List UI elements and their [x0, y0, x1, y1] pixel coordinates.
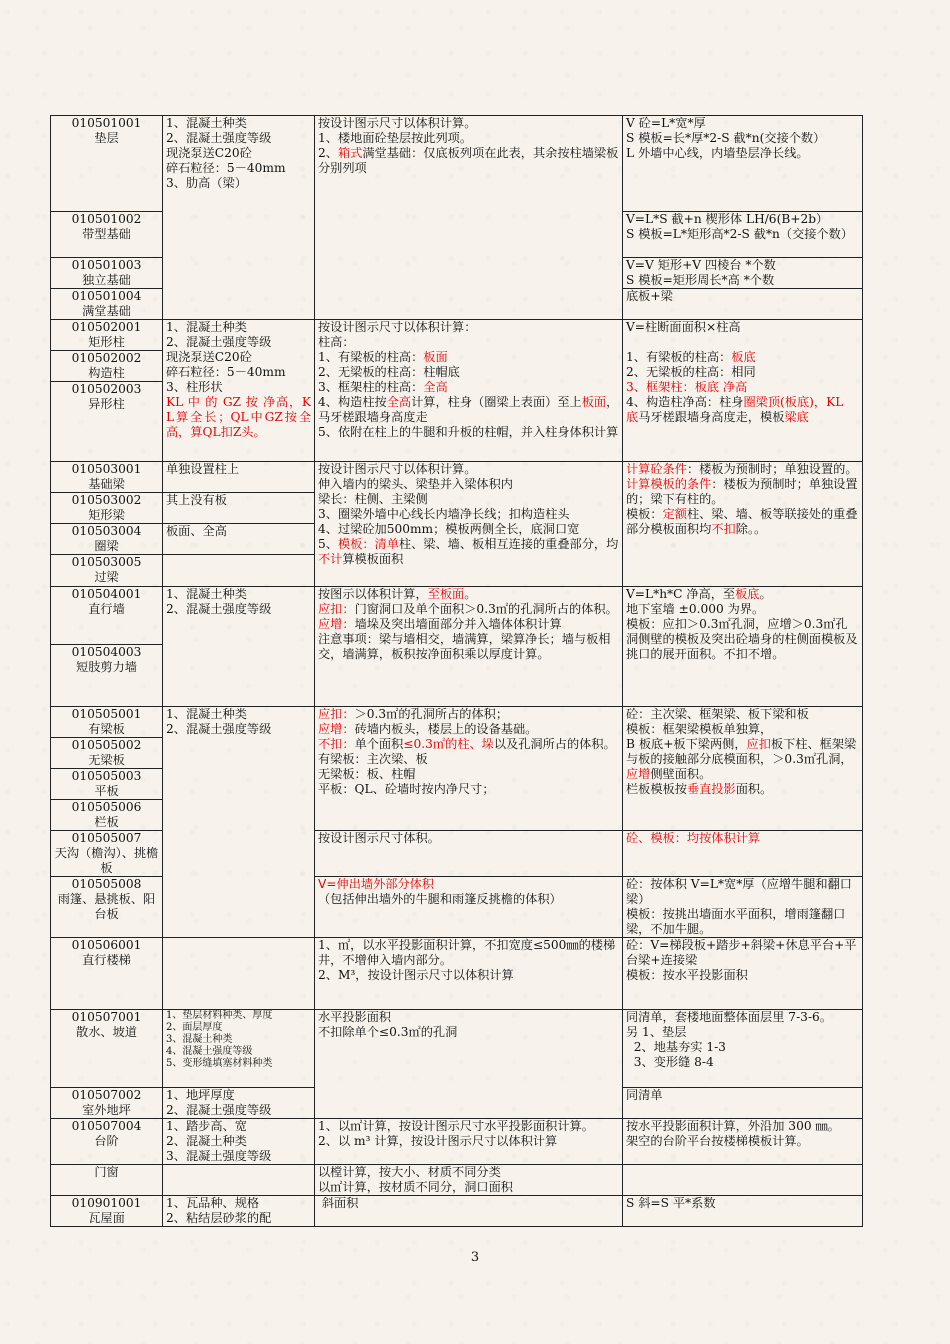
feature-cell — [163, 1088, 315, 1119]
highlighted-text: 全高 — [423, 380, 448, 394]
item-code-cell — [51, 462, 163, 493]
text-segment: 以及孔洞所占的体积。 — [493, 737, 616, 751]
rule-cell — [315, 1010, 623, 1119]
formula-line — [626, 507, 859, 537]
rule-line — [318, 380, 619, 395]
rule-line: 5、依附在柱上的牛腿和升板的柱帽，并入柱身体积计算 — [318, 425, 619, 439]
formula-cell — [623, 320, 863, 462]
feature-line: 3、肋高（梁） — [166, 176, 247, 190]
item-name: 直行墙 — [88, 602, 125, 616]
item-code: 010503002 — [71, 493, 142, 507]
rule-line — [318, 395, 619, 425]
feature-note: KL 中 的 GZ 按 净高，KL算全长；QL中GZ按全高，算QL扣Z头。 — [166, 395, 311, 439]
text-segment: 算模板面积 — [342, 552, 404, 566]
item-name: 垫层 — [94, 131, 119, 145]
feature-line: 1、混凝土种类 — [166, 116, 247, 130]
formula-cell — [623, 1088, 863, 1119]
item-code: 010504003 — [71, 645, 142, 659]
text-segment: 1、有梁板的柱高： — [626, 350, 732, 364]
formula-cell — [623, 289, 863, 320]
text-segment: 马牙槎跟墙身高度走，模板 — [638, 410, 785, 424]
item-name: 构造柱 — [88, 366, 125, 380]
bill-of-quantities-table — [50, 115, 863, 1227]
rule-line: 注意事项：梁与墙相交，墙满算，梁算净长；墙与板相交，墙满算，板积按净面积乘以厚度计算。 — [318, 632, 611, 661]
formula-cell — [623, 1165, 863, 1196]
feature-cell — [163, 524, 315, 555]
item-code-cell — [51, 831, 163, 877]
feature-line: 1、混凝土种类 — [166, 707, 247, 721]
formula-line: V=L*S 截+n 楔形体 LH/6(B+2b） — [626, 212, 829, 226]
rule-cell — [315, 116, 623, 320]
highlighted-text: 箱式 — [337, 146, 363, 160]
table-row — [51, 938, 863, 1010]
text-segment: 。 — [759, 587, 772, 601]
text-segment: B 板底+板下梁两侧， — [626, 737, 747, 751]
rule-line — [318, 146, 619, 176]
table-row — [51, 320, 863, 351]
text-segment: 柱、梁、墙、板等联接处的重叠部分模板面积均 — [626, 507, 858, 536]
item-code-cell — [51, 800, 163, 831]
feature-line: 1、地坪厚度 — [166, 1088, 235, 1102]
item-name: 瓦屋面 — [88, 1211, 125, 1225]
item-code-cell — [51, 738, 163, 769]
item-code: 010901001 — [71, 1196, 142, 1210]
rule-cell — [315, 1196, 623, 1227]
formula-line: 砼：V=梯段板+踏步+斜梁+休息平台+平台梁+连接梁 — [626, 938, 857, 967]
item-code: 010505007 — [71, 831, 142, 845]
feature-line: 其上没有板 — [166, 493, 227, 507]
feature-line: 2、混凝土种类 — [166, 1134, 247, 1148]
rule-line: 按设计图示尺寸以体积计算： — [318, 320, 477, 334]
rule-cell — [315, 1119, 623, 1165]
rule-line: 以㎡计算，按材质不同分，洞口面积 — [318, 1180, 513, 1194]
highlighted-text: 不计 — [318, 552, 343, 566]
formula-line: S 模板=长*厚*2-S 截*n(交接个数） — [626, 131, 826, 145]
feature-cell — [163, 707, 315, 938]
formula-line: 地下室墙 ±0.000 为界。 — [626, 602, 765, 616]
formula-line: 同清单 — [626, 1088, 663, 1102]
text-segment: ：楼板为预制时；单独设置的；梁下有柱的。 — [626, 477, 858, 506]
formula-line: 架空的台阶平台按楼梯模板计算。 — [626, 1134, 809, 1148]
rule-cell — [315, 938, 623, 1010]
rule-line: 水平投影面积 — [318, 1010, 392, 1024]
feature-cell — [163, 1119, 315, 1165]
highlighted-text: 应增： — [318, 722, 355, 736]
rule-line: 3、圈梁外墙中心线长内墙净长线；扣构造柱头 — [318, 507, 570, 521]
text-segment: V=L*h*C 净高，至 — [626, 587, 736, 601]
rule-cell — [315, 877, 623, 938]
table-row — [51, 1010, 863, 1088]
feature-line: 3、柱形状 — [166, 380, 223, 394]
highlighted-text: 板底 — [731, 350, 756, 364]
item-code: 010501004 — [71, 289, 142, 303]
item-code-cell — [51, 493, 163, 524]
item-code: 010502003 — [71, 382, 142, 396]
feature-line: 1、混凝土种类 — [166, 587, 247, 601]
item-code-cell — [51, 289, 163, 320]
item-name: 独立基础 — [82, 273, 131, 287]
highlighted-text: 板底 — [735, 587, 760, 601]
rule-line — [318, 602, 619, 617]
formula-cell — [623, 116, 863, 212]
feature-line: 2、混凝土强度等级 — [166, 722, 272, 736]
item-code-cell — [51, 1165, 163, 1196]
rule-line — [318, 707, 619, 722]
highlighted-text: 应增： — [318, 617, 355, 631]
table-row — [51, 1119, 863, 1165]
rule-line: 4、过梁砼加500mm；模板两侧全长，底洞口宽 — [318, 522, 580, 536]
text-segment: 模板： — [626, 507, 663, 521]
item-code-cell — [51, 1010, 163, 1088]
table-row — [51, 587, 863, 645]
item-code-cell — [51, 351, 163, 382]
item-name: 短肢剪力墙 — [76, 660, 137, 674]
item-code-cell — [51, 769, 163, 800]
rule-line: 2、以 m³ 计算，按设计图示尺寸以体积计算 — [318, 1134, 558, 1148]
highlighted-text: 至板面 — [427, 587, 465, 601]
formula-line: S 模板=矩形周长*高 *个数 — [626, 273, 775, 287]
rule-line: 有梁板：主次梁、板 — [318, 752, 428, 766]
feature-line: 碎石粒径：5－40mm — [166, 365, 286, 379]
text-segment: ，马牙槎跟墙身高度走 — [318, 395, 619, 424]
feature-line: 现浇泵送C20砼 — [166, 146, 252, 160]
text-segment: 墙垛及突出墙面部分并入墙体体积计算 — [354, 617, 562, 631]
rule-cell — [315, 831, 623, 877]
formula-line — [626, 395, 859, 425]
formula-line: 模板：应扣＞0.3㎡孔洞，应增＞0.3㎡孔洞侧壁的模板及突出砼墙身的柱侧面模板及挑口的展开面积。不扣不增。 — [626, 617, 858, 661]
highlighted-text: 应扣： — [318, 707, 355, 721]
formula-cell — [623, 587, 863, 707]
rule-cell — [315, 587, 623, 707]
highlighted-text: 定额 — [662, 507, 687, 521]
formula-line: 砼：按体积 V=L*宽*厚（应增牛腿和翻口梁） — [626, 877, 852, 906]
rule-line: 无梁板：板、柱帽 — [318, 767, 416, 781]
text-segment: 4、构造柱按 — [318, 395, 387, 409]
item-code-cell — [51, 707, 163, 738]
rule-cell — [315, 320, 623, 462]
formula-line — [626, 335, 859, 350]
table-row — [51, 707, 863, 738]
formula-line: 同清单，套楼地面整体面层里 7-3-6。 — [626, 1010, 832, 1024]
feature-cell — [163, 587, 315, 707]
item-code: 010507001 — [71, 1010, 142, 1024]
feature-cell — [163, 1010, 315, 1088]
highlighted-text: 计算模板的条件 — [626, 477, 712, 491]
formula-line: S 模板=L*矩形高*2-S 截*n（交接个数） — [626, 227, 854, 241]
text-segment: 板下柱、框架梁与板的接触部分底模面积，＞0.3㎡孔洞， — [626, 737, 857, 766]
rule-line: 按设计图示尺寸以体积计算。 — [318, 116, 477, 130]
table-row — [51, 1196, 863, 1227]
item-name: 异形柱 — [88, 397, 125, 411]
feature-line: 碎石粒径：5－40mm — [166, 161, 286, 175]
item-code: 010505002 — [71, 738, 142, 752]
text-segment: 4、构造柱净高：柱身 — [626, 395, 744, 409]
formula-cell — [623, 1196, 863, 1227]
item-name: 矩形柱 — [88, 335, 125, 349]
item-code: 010505006 — [71, 800, 142, 814]
highlighted-text: 全高 — [386, 395, 412, 409]
feature-line: 2、混凝土强度等级 — [166, 335, 272, 349]
text-segment: 。 — [464, 587, 477, 601]
formula-line — [626, 587, 859, 602]
table-row — [51, 1165, 863, 1196]
feature-cell — [163, 1196, 315, 1227]
feature-line: 5、变形缝填塞材料种类 — [166, 1058, 273, 1069]
item-name: 天沟（檐沟）、挑檐板 — [54, 846, 159, 875]
page-number: 3 — [470, 1250, 480, 1265]
rule-line: 平板：QL、砼墙时按内净尺寸； — [318, 782, 495, 796]
formula-line — [626, 737, 859, 782]
rule-line — [318, 737, 619, 752]
text-segment: ：楼板为预制时；单独设置的。 — [686, 462, 858, 476]
text-segment: 除。。 — [735, 522, 767, 536]
highlighted-text: 应扣 — [746, 737, 771, 751]
item-code-cell — [51, 116, 163, 212]
feature-line: 1、瓦品种、规格 — [166, 1196, 260, 1210]
formula-cell — [623, 707, 863, 831]
feature-line: 1、垫层材料种类、厚度 — [166, 1010, 273, 1021]
highlighted-text: 应增 — [626, 767, 651, 781]
rule-line: 伸入墙内的梁头、梁垫并入梁体积内 — [318, 477, 513, 491]
item-code: 010503001 — [71, 462, 142, 476]
formula-line: 按水平投影面积计算，外沿加 300 ㎜。 — [626, 1119, 840, 1133]
highlighted-text: 应扣： — [318, 602, 355, 616]
item-code: 010507004 — [71, 1119, 142, 1133]
text-segment: 砖墙内板头，楼层上的设备基础。 — [354, 722, 538, 736]
feature-cell — [163, 1165, 315, 1196]
highlighted-text: 梁底 — [784, 410, 809, 424]
rule-line: 斜面积 — [318, 1196, 359, 1210]
feature-line: 2、混凝土强度等级 — [166, 602, 272, 616]
feature-line: 2、面层厚度 — [166, 1022, 223, 1033]
highlighted-text: 模板：清单 — [337, 537, 399, 551]
highlighted-text: 圈梁顶(板底)，KL 底 — [626, 395, 844, 424]
formula-line: 另 1、垫层 — [626, 1025, 687, 1039]
item-code-cell — [51, 382, 163, 462]
item-name: 有梁板 — [88, 722, 125, 736]
text-segment: 柱、梁、墙、板相互连接的重叠部分，均 — [398, 537, 619, 551]
rule-line — [318, 537, 619, 567]
highlighted-text: 计算砼条件 — [626, 462, 687, 476]
formula-line: 砼：主次梁、框架梁、板下梁和板 — [626, 707, 809, 721]
item-code-cell — [51, 877, 163, 938]
formula-cell — [623, 1010, 863, 1088]
highlighted-text: 不扣： — [318, 737, 355, 751]
text-segment: 栏板模板按 — [626, 782, 687, 796]
formula-line: 3、变形缝 8-4 — [626, 1055, 714, 1069]
item-code: 010507002 — [71, 1088, 142, 1102]
item-code: 010504001 — [71, 587, 142, 601]
formula-cell — [623, 212, 863, 258]
feature-cell — [163, 116, 315, 320]
feature-line: 1、混凝土种类 — [166, 320, 247, 334]
item-name: 雨篷、悬挑板、阳台板 — [57, 892, 156, 921]
formula-cell — [623, 258, 863, 289]
highlighted-text: 板面 — [423, 350, 448, 364]
item-name: 门窗 — [94, 1165, 119, 1179]
item-name: 带型基础 — [82, 227, 131, 241]
item-code-cell — [51, 1119, 163, 1165]
formula-cell — [623, 938, 863, 1010]
rule-line: （包括伸出墙外的牛腿和雨篷反挑檐的体积） — [318, 892, 562, 906]
item-code: 010502002 — [71, 351, 142, 365]
item-code: 010503005 — [71, 555, 142, 569]
text-segment: 1、有梁板的柱高： — [318, 350, 424, 364]
feature-cell — [163, 462, 315, 493]
item-code-cell — [51, 938, 163, 1010]
text-segment: 3、框架柱的柱高： — [318, 380, 424, 394]
feature-line: 2、粘结层砂浆的配 — [166, 1211, 272, 1225]
item-code-cell — [51, 1196, 163, 1227]
highlighted-text: 板底 净高 — [694, 380, 748, 394]
rule-cell — [315, 1165, 623, 1196]
item-code: 010506001 — [71, 938, 142, 952]
text-segment: 计算，柱身（圈梁上表面）至上 — [411, 395, 582, 409]
formula-line — [626, 782, 859, 797]
rule-line: 梁长：柱侧、主梁侧 — [318, 492, 428, 506]
rule-line: 按设计图示尺寸以体积计算。 — [318, 462, 477, 476]
item-code: 010501003 — [71, 258, 142, 272]
item-code-cell — [51, 524, 163, 555]
formula-line: 模板：按挑出墙面水平面积，增雨篷翻口梁，不加牛腿。 — [626, 907, 846, 936]
rule-line: 不扣除单个≤0.3㎡的孔洞 — [318, 1025, 458, 1039]
formula-cell — [623, 831, 863, 877]
item-name: 直行楼梯 — [82, 953, 131, 967]
item-code-cell — [51, 587, 163, 645]
rule-line — [318, 350, 619, 365]
formula-line: 模板：按水平投影面积 — [626, 968, 748, 982]
highlighted-text: 不扣 — [711, 522, 736, 536]
rule-line: 1、楼地面砼垫层按此列项。 — [318, 131, 473, 145]
feature-cell — [163, 320, 315, 462]
formula-line — [626, 350, 859, 365]
item-code-cell — [51, 212, 163, 258]
feature-line: 单独设置柱上 — [166, 462, 240, 476]
item-name: 平板 — [94, 784, 119, 798]
highlighted-text: 垂直投影 — [686, 782, 736, 796]
formula-cell — [623, 877, 863, 938]
highlighted-text: 板面 — [581, 395, 607, 409]
rule-line: 按设计图示尺寸体积。 — [318, 831, 440, 845]
formula-cell — [623, 462, 863, 587]
feature-cell — [163, 555, 315, 587]
rule-line: 2、无梁板的柱高：柱帽底 — [318, 365, 460, 379]
item-code-cell — [51, 1088, 163, 1119]
item-code-cell — [51, 555, 163, 587]
formula-line — [626, 380, 859, 395]
rule-line: V=伸出墙外部分体积 — [318, 877, 435, 891]
text-segment: 满堂基础：仅底板列项在此表，其余按柱墙梁板分别列项 — [318, 146, 619, 175]
rule-line: 1、以㎡计算，按设计图示尺寸水平投影面积计算。 — [318, 1119, 594, 1133]
rule-line: 柱高： — [318, 335, 355, 349]
item-code-cell — [51, 645, 163, 707]
formula-line — [626, 477, 859, 507]
text-segment: 2、 — [318, 146, 338, 160]
feature-line: 3、混凝土种类 — [166, 1034, 233, 1045]
text-segment: 侧壁面积。 — [650, 767, 712, 781]
formula-line: V=V 矩形+V 四棱台 *个数 — [626, 258, 776, 272]
formula-line: S 斜=S 平*系数 — [626, 1196, 716, 1210]
rule-line: 2、M³，按设计图示尺寸以体积计算 — [318, 968, 514, 982]
item-code: 010505003 — [71, 769, 142, 783]
item-name: 台阶 — [94, 1134, 119, 1148]
item-code: 010501001 — [71, 116, 142, 130]
rule-cell — [315, 707, 623, 831]
feature-line: 板面、全高 — [166, 524, 227, 538]
item-name: 矩形梁 — [88, 508, 125, 522]
formula-line — [626, 462, 859, 477]
feature-cell — [163, 493, 315, 524]
highlighted-text: 3、框架柱： — [626, 380, 695, 394]
feature-line: 4、混凝土强度等级 — [166, 1046, 253, 1057]
item-name: 满堂基础 — [82, 304, 131, 318]
formula-line: V=柱断面面积×柱高 — [626, 320, 741, 334]
rule-line: 1、㎡，以水平投影面积计算，不扣宽度≤500㎜的楼梯井，不增伸入墙内部分。 — [318, 938, 616, 967]
text-segment: 5、 — [318, 537, 338, 551]
feature-line: 3、混凝土强度等级 — [166, 1149, 272, 1163]
text-segment: 按图示以体积计算， — [318, 587, 428, 601]
table-row — [51, 462, 863, 493]
feature-line: 现浇泵送C20砼 — [166, 350, 252, 364]
item-name: 栏板 — [94, 815, 119, 829]
item-name: 圈梁 — [94, 539, 119, 553]
formula-line: L 外墙中心线，内墙垫层净长线。 — [626, 146, 809, 160]
formula-line: V 砼=L*宽*厚 — [626, 116, 706, 130]
item-code: 010503004 — [71, 524, 142, 538]
text-segment: 面积。 — [735, 782, 773, 796]
feature-line: 1、踏步高、宽 — [166, 1119, 247, 1133]
item-name: 散水、坡道 — [76, 1025, 137, 1039]
item-code: 010502001 — [71, 320, 142, 334]
text-segment: 门窗洞口及单个面积＞0.3㎡的孔洞所占的体积。 — [354, 602, 618, 616]
formula-line: 模板：框架梁模板单独算， — [626, 722, 773, 736]
rule-line: 以樘计算，按大小、材质不同分类 — [318, 1165, 501, 1179]
rule-cell — [315, 462, 623, 587]
formula-cell — [623, 1119, 863, 1165]
table-row — [51, 116, 863, 212]
feature-line: 2、混凝土强度等级 — [166, 1103, 272, 1117]
item-name: 过梁 — [94, 570, 119, 584]
item-code-cell — [51, 320, 163, 351]
item-code-cell — [51, 258, 163, 289]
feature-line: 2、混凝土强度等级 — [166, 131, 272, 145]
highlighted-text: ≤0.3㎡的柱、垛 — [403, 737, 494, 751]
item-code: 010501002 — [71, 212, 142, 226]
item-code: 010505008 — [71, 877, 142, 891]
item-code: 010505001 — [71, 707, 142, 721]
rule-line — [318, 617, 619, 632]
item-name: 室外地坪 — [82, 1103, 131, 1117]
rule-line — [318, 587, 619, 602]
feature-cell — [163, 938, 315, 1010]
text-segment: ＞0.3㎡的孔洞所占的体积； — [354, 707, 509, 721]
text-segment: 单个面积 — [354, 737, 404, 751]
formula-line: 2、无梁板的柱高：相同 — [626, 365, 756, 379]
item-name: 基础梁 — [88, 477, 125, 491]
formula-line: 2、地基夯实 1-3 — [626, 1040, 726, 1054]
formula-line: 砼、模板：均按体积计算 — [626, 831, 761, 845]
item-name: 无梁板 — [88, 753, 125, 767]
rule-line — [318, 722, 619, 737]
formula-line: 底板+梁 — [626, 289, 673, 303]
